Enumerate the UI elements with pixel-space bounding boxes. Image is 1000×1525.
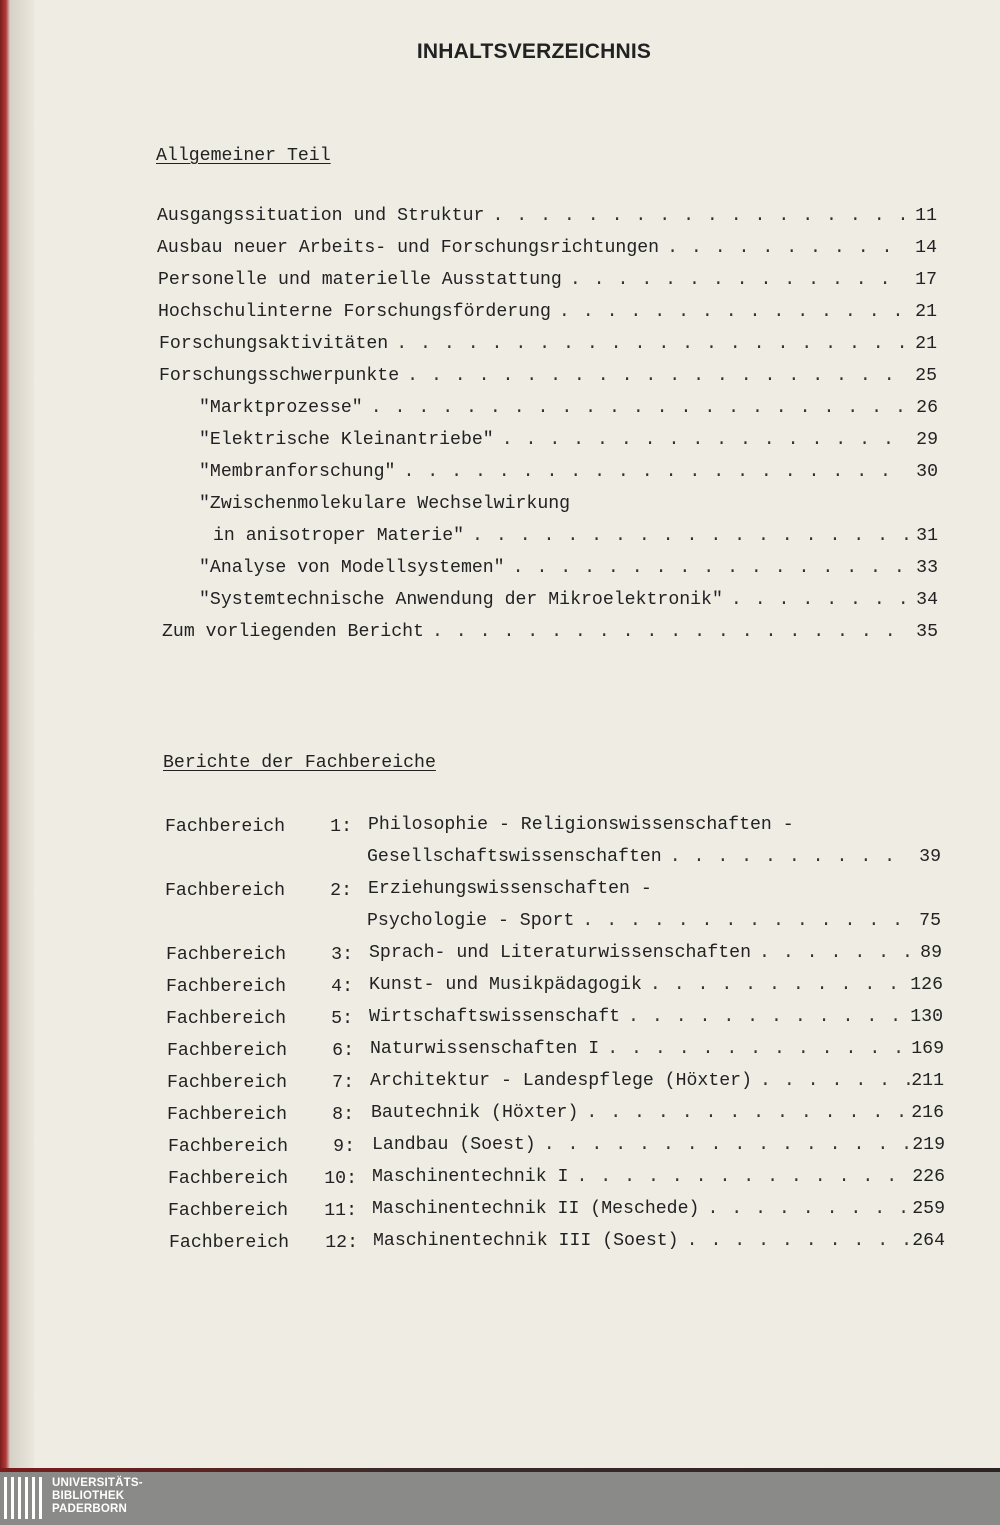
fachbereich-label: Fachbereich (165, 817, 286, 837)
fachbereich-label: Fachbereich (167, 1041, 288, 1061)
toc-entry: Maschinentechnik I . . . 226 (372, 1167, 945, 1191)
toc-entry: Landbau (Soest) . . . 219 (372, 1135, 945, 1159)
toc-entry: Architektur - Landespflege (Höxter) . . . 211 (370, 1071, 944, 1095)
library-name-line1: UNIVERSITÄTS- (52, 1477, 143, 1489)
fachbereich-label: Fachbereich (168, 1169, 289, 1189)
toc-entry: "Membranforschung" . . . 30 (199, 462, 938, 486)
toc-entry: Forschungsschwerpunkte . . . 25 (159, 366, 937, 390)
toc-entry: Forschungsaktivitäten . . . 21 (159, 334, 937, 358)
toc-entry: Kunst- und Musikpädagogik . . . 126 (369, 975, 943, 999)
fachbereich-number: 11: (324, 1201, 357, 1221)
fachbereich-number: 10: (324, 1169, 357, 1189)
toc-entry: Ausbau neuer Arbeits- und Forschungsrichtungen . . . 14 (157, 238, 937, 262)
toc-entry-line: "Zwischenmolekulare Wechselwirkung (199, 494, 571, 514)
toc-entry: Sprach- und Literaturwissenschaften . . . 89 (369, 943, 942, 967)
toc-entry: "Marktprozesse" . . . 26 (199, 398, 938, 422)
fachbereich-number: 8: (332, 1105, 354, 1125)
library-name-line3: PADERBORN (52, 1503, 128, 1515)
fachbereich-number: 1: (330, 817, 352, 837)
page-gutter (10, 0, 34, 1472)
fachbereich-title: Philosophie - Religionswissenschaften - (368, 815, 794, 835)
toc-entry: in anisotroper Materie" . . . 31 (213, 526, 938, 550)
fachbereich-label: Fachbereich (167, 1073, 288, 1093)
fachbereich-number: 12: (325, 1233, 358, 1253)
section-heading-berichte: Berichte der Fachbereiche (163, 753, 436, 773)
book-spine (0, 0, 10, 1472)
toc-entry: Ausgangssituation und Struktur . . . 11 (157, 206, 937, 230)
fachbereich-label: Fachbereich (168, 1137, 289, 1157)
toc-entry: Wirtschaftswissenschaft . . . 130 (369, 1007, 943, 1031)
fachbereich-label: Fachbereich (166, 1009, 287, 1029)
fachbereich-number: 3: (331, 945, 353, 965)
fachbereich-label: Fachbereich (165, 881, 286, 901)
fachbereich-label: Fachbereich (168, 1201, 289, 1221)
library-logo-icon (4, 1477, 46, 1519)
fachbereich-label: Fachbereich (166, 945, 287, 965)
toc-entry: Gesellschaftswissenschaften . . . 39 (367, 847, 941, 871)
toc-entry: "Systemtechnische Anwendung der Mikroelektronik" . . . 34 (199, 590, 938, 614)
toc-entry: "Elektrische Kleinantriebe" . . . 29 (199, 430, 938, 454)
fachbereich-number: 6: (332, 1041, 354, 1061)
toc-entry: Naturwissenschaften I . . . 169 (370, 1039, 944, 1063)
library-name-line2: BIBLIOTHEK (52, 1490, 125, 1502)
toc-entry: Personelle und materielle Ausstattung . . . 17 (158, 270, 937, 294)
section-heading-allgemeiner-teil: Allgemeiner Teil (156, 146, 331, 166)
fachbereich-label: Fachbereich (169, 1233, 290, 1253)
fachbereich-title: Erziehungswissenschaften - (368, 879, 652, 899)
toc-entry: Psychologie - Sport . . . 75 (367, 911, 941, 935)
fachbereich-number: 5: (331, 1009, 353, 1029)
toc-entry: Bautechnik (Höxter) . . . 216 (371, 1103, 944, 1127)
toc-entry: "Analyse von Modellsystemen" . . . 33 (199, 558, 938, 582)
library-footer (0, 1472, 1000, 1525)
toc-entry: Maschinentechnik II (Meschede) . . . 259 (372, 1199, 945, 1223)
page-title: INHALTSVERZEICHNIS (416, 40, 652, 63)
toc-entry: Hochschulinterne Forschungsförderung . . . 21 (158, 302, 937, 326)
fachbereich-number: 7: (332, 1073, 354, 1093)
toc-entry: Maschinentechnik III (Soest) . . . 264 (373, 1231, 945, 1255)
toc-entry: Zum vorliegenden Bericht . . . 35 (162, 622, 938, 646)
fachbereich-number: 4: (331, 977, 353, 997)
fachbereich-label: Fachbereich (167, 1105, 288, 1125)
fachbereich-number: 2: (330, 881, 352, 901)
fachbereich-number: 9: (333, 1137, 355, 1157)
fachbereich-label: Fachbereich (166, 977, 287, 997)
